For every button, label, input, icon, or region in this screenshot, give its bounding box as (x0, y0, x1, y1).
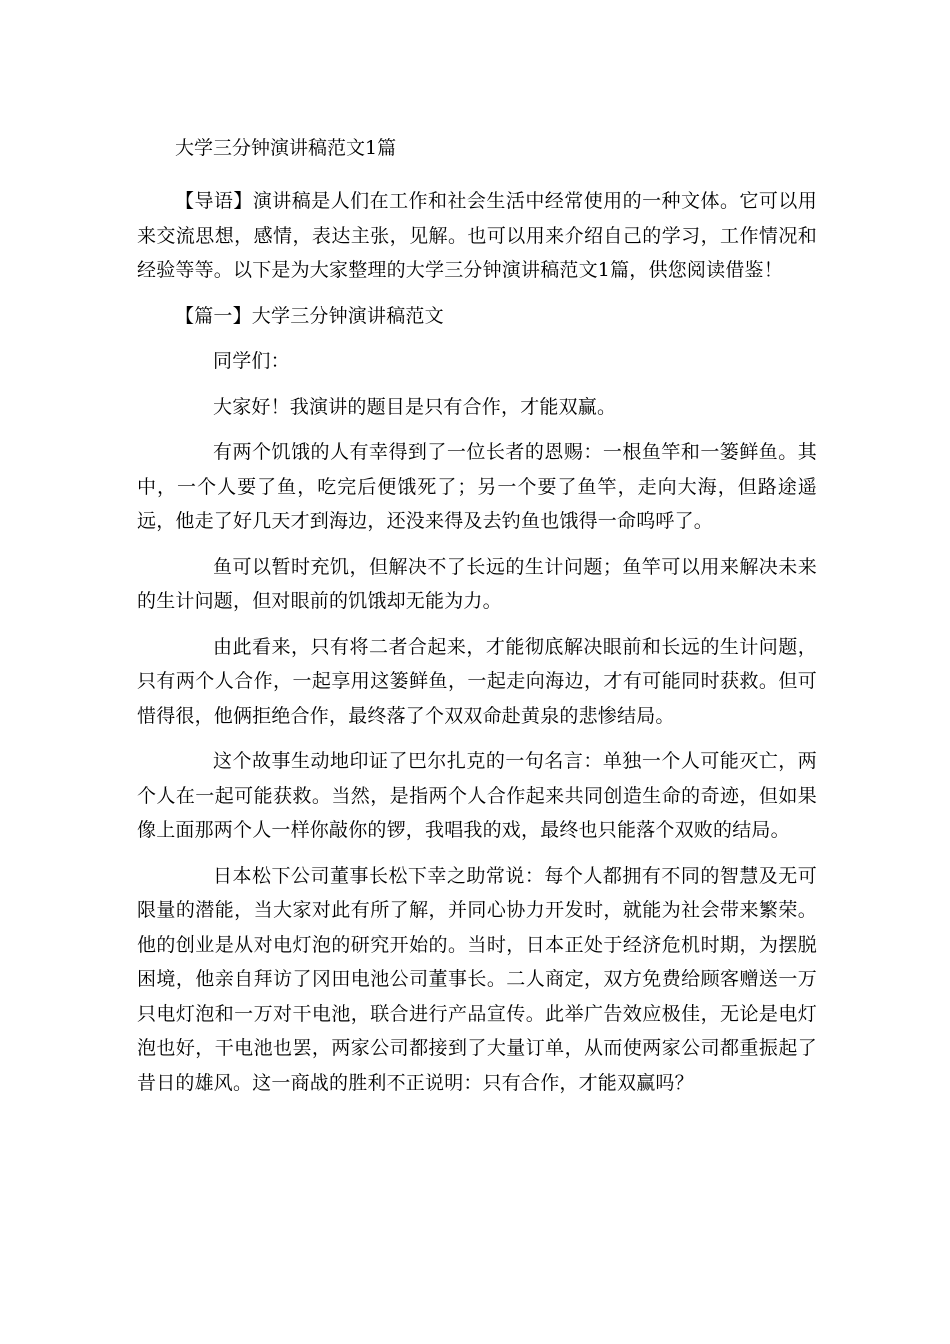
paragraph-matsushita: 日本松下公司董事长松下幸之助常说：每个人都拥有不同的智慧及无可限量的潜能，当大家对此有所了解，并同心协力开发时，就能为社会带来繁荣。他的创业是从对电灯泡的研究开始的。当时，日本正处于经济危机时期，为摆脱困境，他亲自拜访了冈田电池公司董事长。二人商定，双方免费给顾客赠送一万只电灯泡和一万对干电池，联合进行产品宣传。此举广告效应极佳，无论是电灯泡也好，干电池也罢，两家公司都接到了大量订单，从而使两家公司都重振起了昔日的雄风。这一商战的胜利不正说明：只有合作，才能双赢吗？ (137, 864, 817, 1094)
document-title: 大学三分钟演讲稿范文1篇 (175, 137, 397, 159)
paragraph-balzac-quote: 这个故事生动地印证了巴尔扎克的一句名言：单独一个人可能灭亡，两个人在一起可能获救。当然，是指两个人合作起来共同创造生命的奇迹，但如果像上面那两个人一样你敲你的锣，我唱我的戏，最终也只能落个双败的结局。 (137, 750, 817, 841)
paragraph-fish-rod: 鱼可以暂时充饥，但解决不了长远的生计问题；鱼竿可以用来解决未来的生计问题，但对眼前的饥饿却无能为力。 (137, 555, 817, 612)
document-body (137, 128, 817, 1111)
paragraph-story: 有两个饥饿的人有幸得到了一位长者的恩赐：一根鱼竿和一篓鲜鱼。其中，一个人要了鱼，吃完后便饿死了；另一个要了鱼竿，走向大海，但路途遥远，他走了好几天才到海边，还没来得及去钓鱼也饿得一命呜呼了。 (137, 441, 817, 532)
paragraph-salutation: 同学们： (213, 350, 290, 372)
paragraph-greeting: 大家好！我演讲的题目是只有合作，才能双赢。 (213, 395, 617, 418)
intro-paragraph: 【导语】演讲稿是人们在工作和社会生活中经常使用的一种文体。它可以用来交流思想，感情，表达主张，见解。也可以用来介绍自己的学习，工作情况和经验等等。以下是为大家整理的大学三分钟演讲稿范文1篇，供您阅读借鉴！ (137, 190, 817, 281)
paragraph-conclusion: 由此看来，只有将二者合起来，才能彻底解决眼前和长远的生计问题，只有两个人合作，一起享用这篓鲜鱼，一起走向海边，才有可能同时获救。但可惜得很，他俩拒绝合作，最终落了个双双命赴黄泉的悲惨结局。 (137, 635, 817, 727)
section-heading: 【篇一】大学三分钟演讲稿范文 (175, 304, 444, 327)
